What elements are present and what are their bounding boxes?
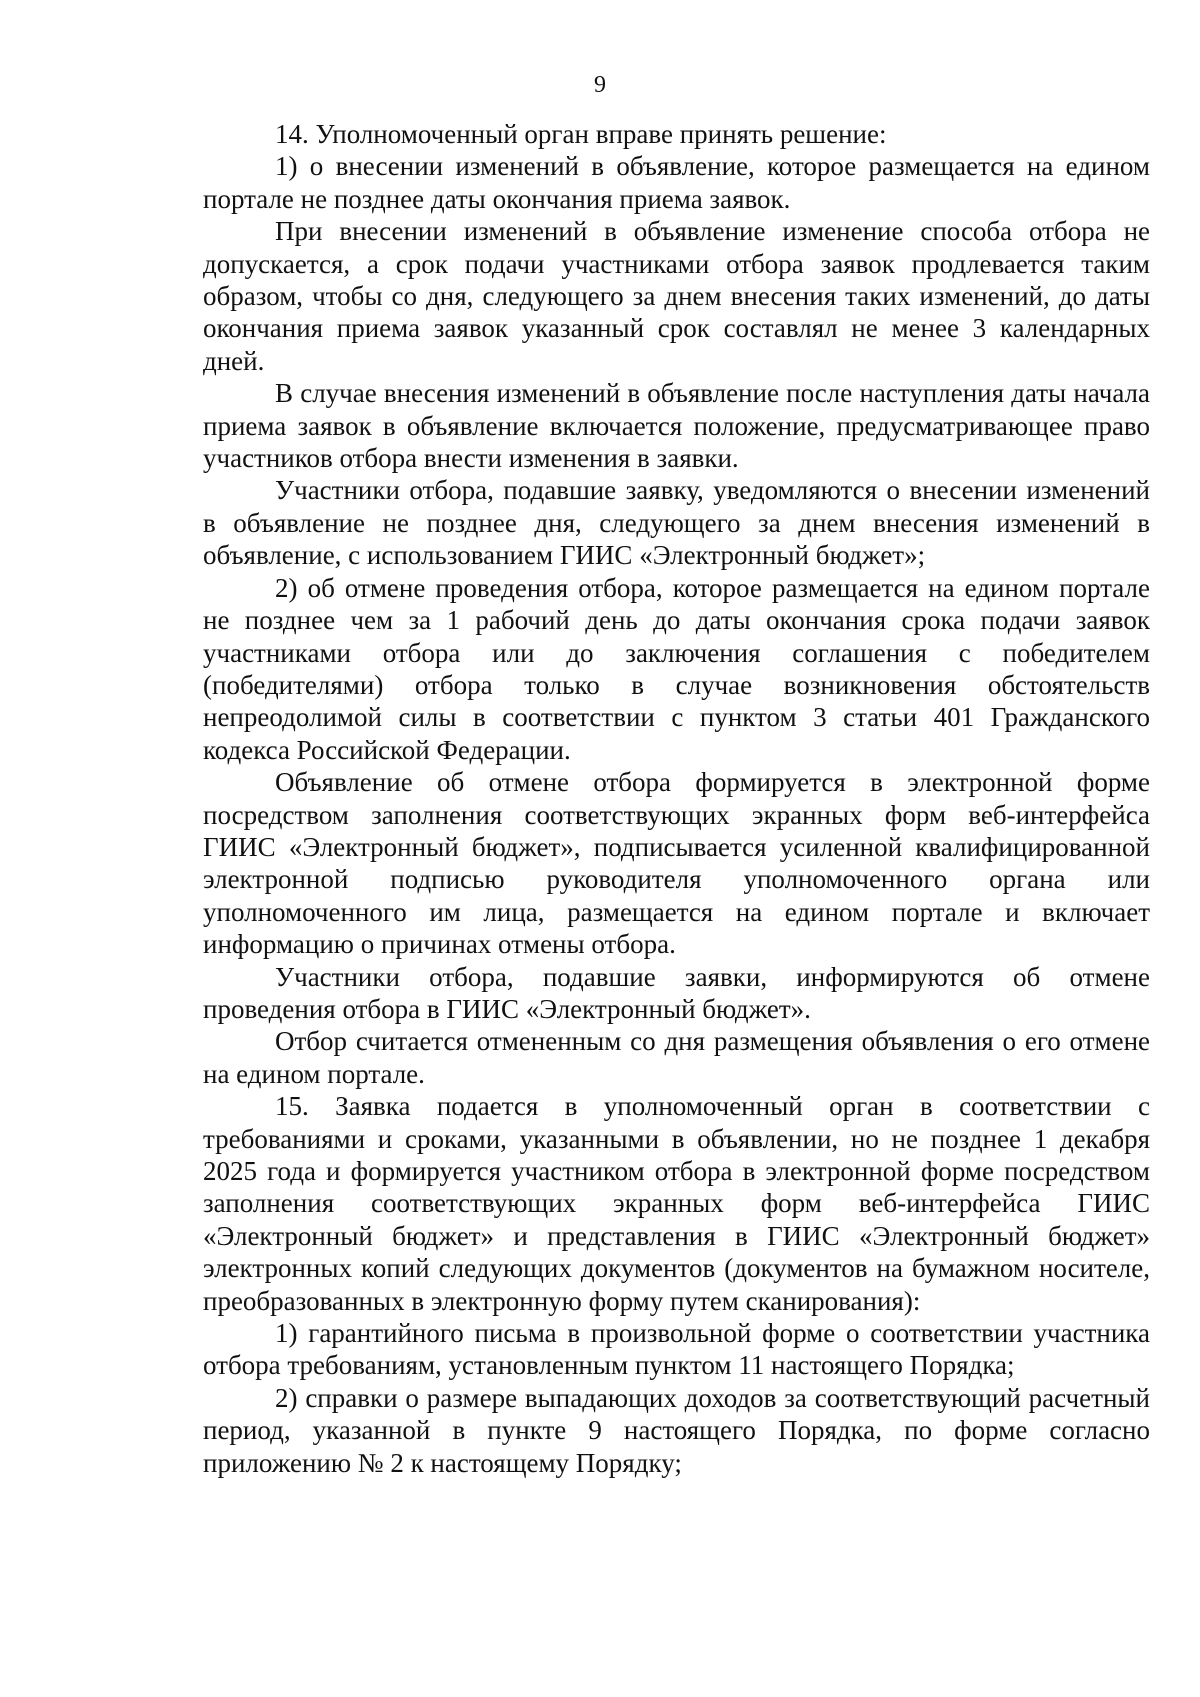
paragraph-14-item-1: 1) о внесении изменений в объявление, которое размещается на едином портале не позднее даты окончания приема заявок. bbox=[203, 151, 1150, 214]
paragraph-changes-after-start: В случае внесения изменений в объявление после наступления даты начала приема заявок в объявление включается положение, предусматривающее право участников отбора внести изменения в заявки. bbox=[203, 378, 1150, 474]
paragraph-participants-notified: Участники отбора, подавшие заявку, уведомляются о внесении изменений в объявление не позднее дня, следующего за днем внесения изменений в объявление, с использованием ГИИС «Электронный бюджет»; bbox=[203, 475, 1150, 571]
paragraph-15-item-1: 1) гарантийного письма в произвольной форме о соответствии участника отбора требованиям, установленным пунктом 11 настоящего Порядка; bbox=[203, 1318, 1150, 1381]
paragraph-changes-rules: При внесении изменений в объявление изменение способа отбора не допускается, а срок подачи участниками отбора заявок продлевается таким образом, чтобы со дня, следующего за днем внесения таких изменений, до даты окончания приема заявок указанный срок составлял не менее 3 календарных дней. bbox=[203, 216, 1150, 376]
paragraph-14-item-2: 2) об отмене проведения отбора, которое размещается на едином портале не позднее чем за 1 рабочий день до даты окончания срока подачи заявок участниками отбора или до заключения соглашения с победителем (победителями) отбора только в случае возникновения обстоятельств непреодолимой силы в соответствии с пунктом 3 статьи 401 Гражданского кодекса Российской Федерации. bbox=[203, 572, 1150, 765]
paragraph-participants-informed: Участники отбора, подавшие заявки, информируются об отмене проведения отбора в ГИИС «Электронный бюджет». bbox=[203, 961, 1150, 1024]
paragraph-15-application: 15. Заявка подается в уполномоченный орган в соответствии с требованиями и сроками, указанными в объявлении, но не позднее 1 декабря 2025 года и формируется участником отбора в электронной форме посредством заполнения соответствующих экранных форм веб-интерфейса ГИИС «Электронный бюджет» и представления в ГИИС «Электронный бюджет» электронных копий следующих документов (документов на бумажном носителе, преобразованных в электронную форму путем сканирования): bbox=[203, 1091, 1150, 1316]
page-number: 9 bbox=[594, 72, 606, 98]
paragraph-15-item-2: 2) справки о размере выпадающих доходов за соответствующий расчетный период, указанной в пункте 9 настоящего Порядка, по форме согласно приложению № 2 к настоящему Порядку; bbox=[203, 1382, 1150, 1478]
paragraph-14-intro: 14. Уполномоченный орган вправе принять решение: bbox=[275, 119, 887, 149]
paragraph-cancellation-announcement: Объявление об отмене отбора формируется в электронной форме посредством заполнения соответствующих экранных форм веб-интерфейса ГИИС «Электронный бюджет», подписывается усиленной квалифицированной электронной подписью руководителя уполномоченного органа или уполномоченного им лица, размещается на едином портале и включает информацию о причинах отмены отбора. bbox=[203, 767, 1150, 960]
document-body bbox=[203, 118, 1150, 1479]
paragraph-selection-cancelled: Отбор считается отмененным со дня размещения объявления о его отмене на едином портале. bbox=[203, 1026, 1150, 1089]
